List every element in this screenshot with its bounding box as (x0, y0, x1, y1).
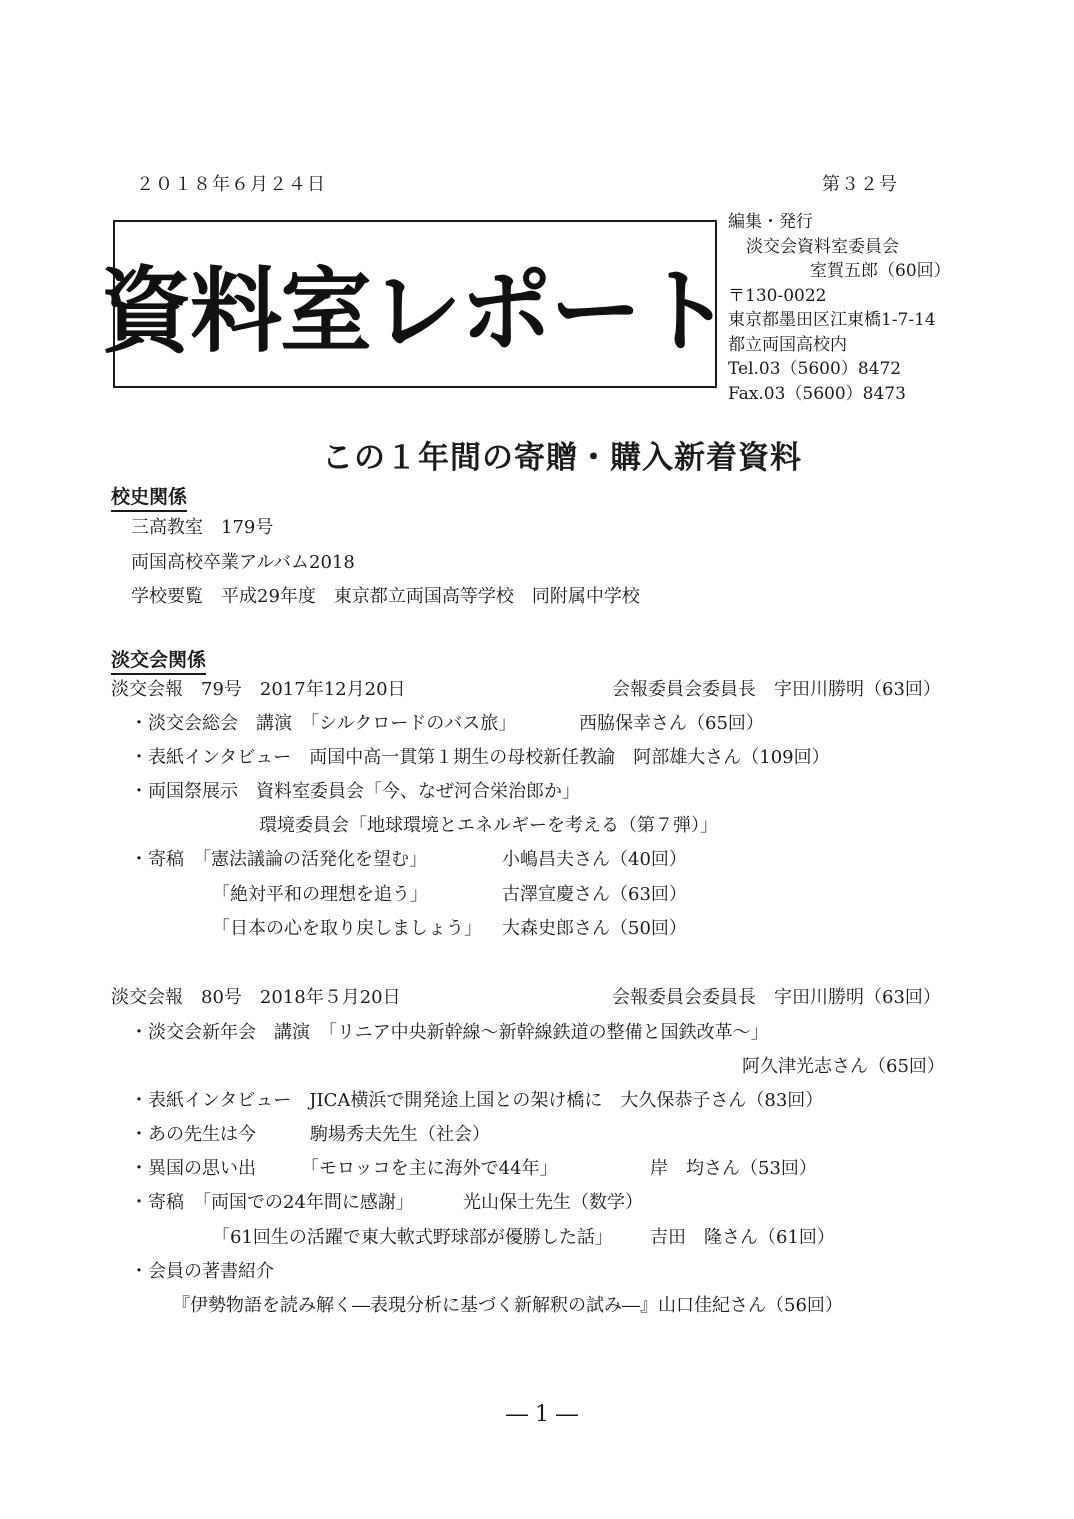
publisher-label: 編集・発行 (728, 212, 813, 232)
issue80-title: 淡交会報 80号 2018年５月20日 (111, 987, 401, 1008)
publisher-school: 都立両国高校内 (728, 334, 847, 355)
issue79-line: ・両国祭展示 資料室委員会「今、なぜ河合栄治郎か」 (130, 781, 580, 802)
issue79-line: 小嶋昌夫さん（40回） (502, 849, 687, 870)
issue80-line: 阿久津光志さん（65回） (742, 1056, 945, 1077)
issue80-line: 吉田 隆さん（61回） (650, 1227, 835, 1248)
issue-date: ２０１８年６月２４日 (136, 174, 326, 195)
issue79-line: 環境委員会「地球環境とエネルギーを考える（第７弾）」 (259, 815, 718, 836)
report-title: 資料室レポート (100, 258, 731, 365)
publisher-person: 室賀五郎（60回） (810, 261, 951, 281)
issue-number: 第３２号 (822, 174, 898, 195)
page-number: ― 1 ― (506, 1402, 578, 1427)
issue80-line: 岸 均さん（53回） (650, 1158, 817, 1179)
issue80-line: ・表紙インタビュー JICA横浜で開発途上国との架け橋に 大久保恭子さん（83回） (130, 1090, 824, 1111)
issue80-line: 『伊勢物語を読み解く―表現分析に基づく新解釈の試み―』山口佳紀さん（56回） (172, 1295, 843, 1316)
section-school-history-heading: 校史関係 (111, 482, 187, 512)
list-item: 三高教室 179号 (131, 517, 274, 538)
issue80-line: 光山保士先生（数学） (463, 1192, 643, 1213)
publisher-address: 東京都墨田区江東橋1-7-14 (728, 310, 936, 330)
publisher-postal: 〒130-0022 (728, 285, 827, 306)
issue79-line: ・淡交会総会 講演 「シルクロードのバス旅」 (130, 713, 517, 734)
issue80-line: ・異国の思い出 「モロッコを主に海外で44年」 (130, 1158, 558, 1179)
issue79-line: ・表紙インタビュー 両国中高一貫第１期生の母校新任教諭 阿部雄大さん（109回） (130, 747, 830, 768)
issue79-line: 「絶対平和の理想を追う」 (212, 884, 428, 905)
page-headline: この１年間の寄贈・購入新着資料 (322, 440, 802, 476)
publisher-tel: Tel.03（5600）8472 (728, 359, 902, 379)
list-item: 両国高校卒業アルバム2018 (131, 552, 355, 573)
issue80-editor: 会報委員会委員長 宇田川勝明（63回） (612, 987, 941, 1008)
publisher-org: 淡交会資料室委員会 (746, 236, 899, 257)
list-item: 学校要覧 平成29年度 東京都立両国高等学校 同附属中学校 (131, 586, 640, 607)
title-box (100, 220, 731, 388)
issue79-line: ・寄稿 「憲法議論の活発化を望む」 (130, 849, 427, 870)
issue79-editor: 会報委員会委員長 宇田川勝明（63回） (612, 679, 941, 700)
publisher-fax: Fax.03（5600）8473 (728, 383, 906, 404)
section-tankokai-heading: 淡交会関係 (111, 645, 206, 675)
publisher-block (728, 210, 951, 406)
issue79-line: 「日本の心を取り戻しましょう」 (212, 918, 482, 939)
issue79-line: 西脇保幸さん（65回） (579, 713, 764, 734)
issue79-line: 大森史郎さん（50回） (502, 918, 687, 939)
issue79-title: 淡交会報 79号 2017年12月20日 (111, 679, 406, 700)
issue79-line: 古澤宣慶さん（63回） (502, 884, 687, 905)
issue80-line: ・あの先生は今 駒場秀夫先生（社会） (130, 1124, 490, 1145)
issue80-line: 「61回生の活躍で東大軟式野球部が優勝した話」 (212, 1227, 613, 1248)
issue80-line: ・淡交会新年会 講演 「リニア中央新幹線～新幹線鉄道の整備と国鉄改革～」 (130, 1022, 769, 1043)
issue80-line: ・寄稿 「両国での24年間に感謝」 (130, 1192, 414, 1213)
issue80-line: ・会員の著書紹介 (130, 1261, 274, 1282)
